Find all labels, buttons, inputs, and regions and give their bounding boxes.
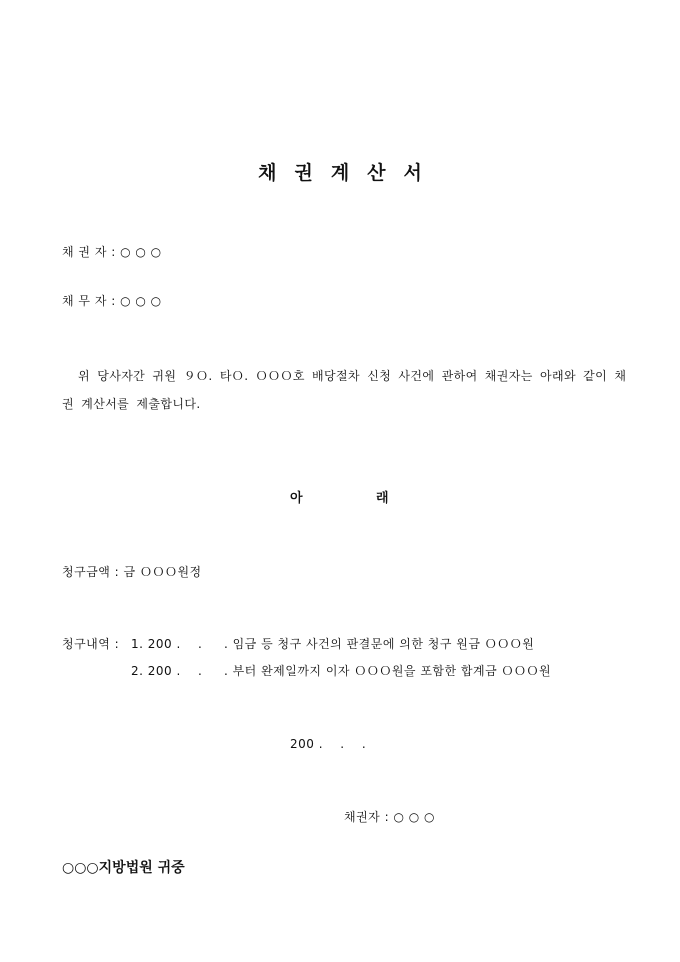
creditor-line: 채 권 자 : ○ ○ ○ [62, 245, 162, 259]
document-title: 채권계산서 [258, 162, 440, 184]
claim-item-1: 1. 200 . . . 임금 등 청구 사건의 판결문에 의한 청구 원금 ＯＯＯ원 [131, 637, 535, 651]
debtor-line: 채 무 자 : ○ ○ ○ [62, 294, 162, 308]
court-addressee: ○○○지방법원 귀중 [62, 860, 185, 876]
section-heading-left: 아 [290, 491, 303, 506]
claim-amount: 청구금액 : 금 ＯＯＯ원정 [62, 565, 202, 579]
claim-details-label: 청구내역 : [62, 637, 120, 651]
date-line: 200 . . . [290, 737, 367, 751]
signature-line: 채권자 : ○ ○ ○ [344, 810, 435, 824]
section-heading-right: 래 [376, 491, 389, 506]
claim-item-2: 2. 200 . . . 부터 완제일까지 이자 ＯＯＯ원을 포함한 합계금 ＯＯＯ원 [131, 664, 552, 678]
body-paragraph: 위 당사자간 귀원 ９Ｏ. 타Ｏ. ＯＯＯ호 배당절차 신청 사건에 관하여 채권자는 아래와 같이 채권 계산서를 제출합니다. [62, 369, 627, 411]
